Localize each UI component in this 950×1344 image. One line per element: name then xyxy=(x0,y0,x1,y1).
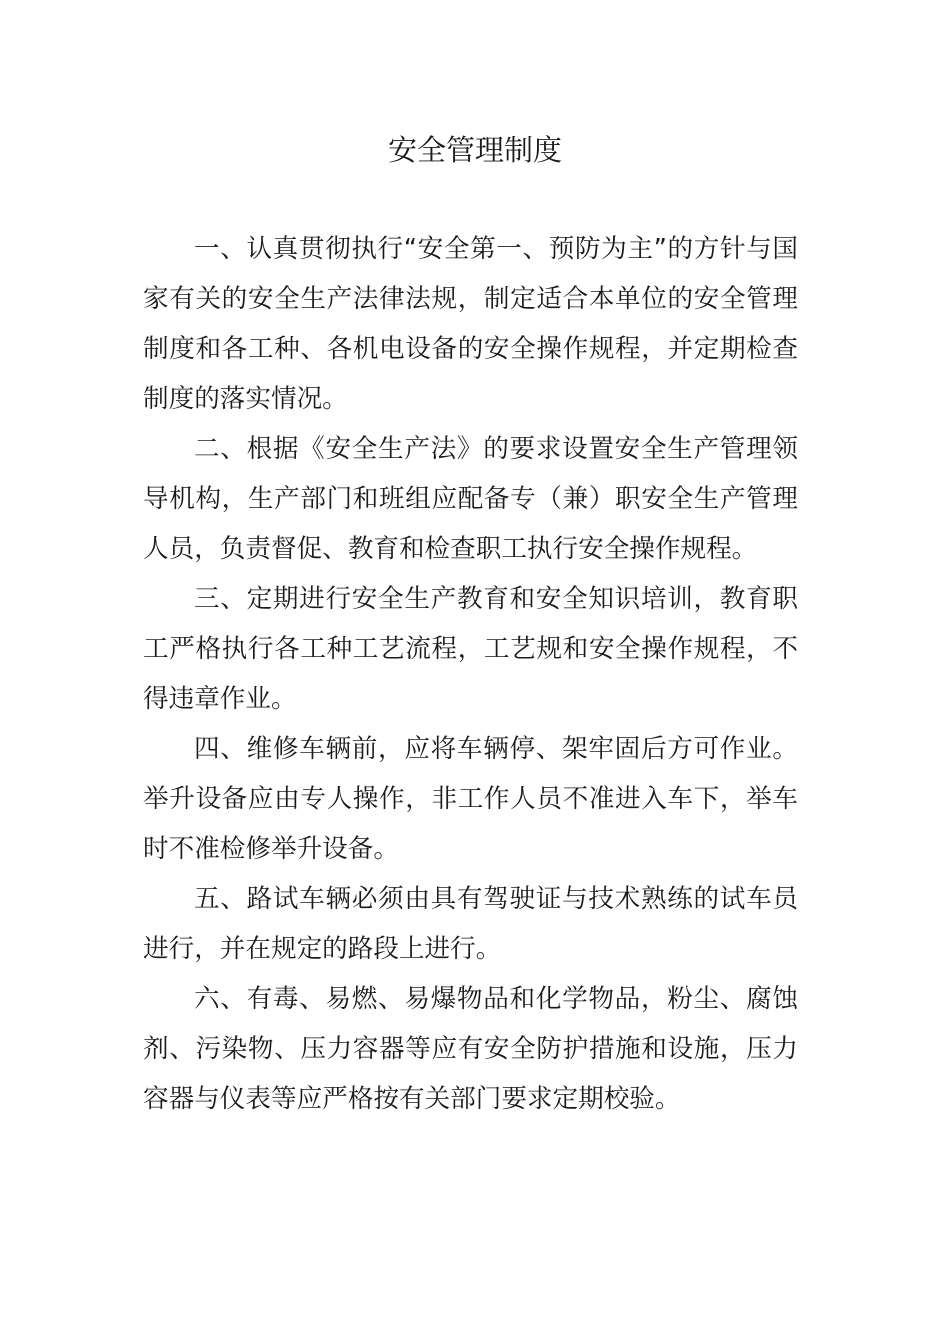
paragraph-5: 五、路试车辆必须由具有驾驶证与技术熟练的试车员进行，并在规定的路段上进行。 xyxy=(143,884,798,964)
paragraph-3: 三、定期进行安全生产教育和安全知识培训，教育职工严格执行各工种工艺流程，工艺规和安全操作规程，不得违章作业。 xyxy=(143,584,798,714)
paragraph-2: 二、根据《安全生产法》的要求设置安全生产管理领导机构，生产部门和班组应配备专（兼）职安全生产管理人员，负责督促、教育和检查职工执行安全操作规程。 xyxy=(143,434,798,564)
paragraph-6: 六、有毒、易燃、易爆物品和化学物品，粉尘、腐蚀剂、污染物、压力容器等应有安全防护措施和设施，压力容器与仪表等应严格按有关部门要求定期校验。 xyxy=(143,984,798,1114)
paragraph-1: 一、认真贯彻执行“安全第一、预防为主”的方针与国家有关的安全生产法律法规，制定适合本单位的安全管理制度和各工种、各机电设备的安全操作规程，并定期检查制度的落实情况。 xyxy=(143,234,798,414)
document-title: 安全管理制度 xyxy=(387,133,562,167)
document-body xyxy=(143,224,798,1124)
paragraph-4: 四、维修车辆前，应将车辆停、架牢固后方可作业。举升设备应由专人操作，非工作人员不准进入车下，举车时不准检修举升设备。 xyxy=(143,734,798,864)
